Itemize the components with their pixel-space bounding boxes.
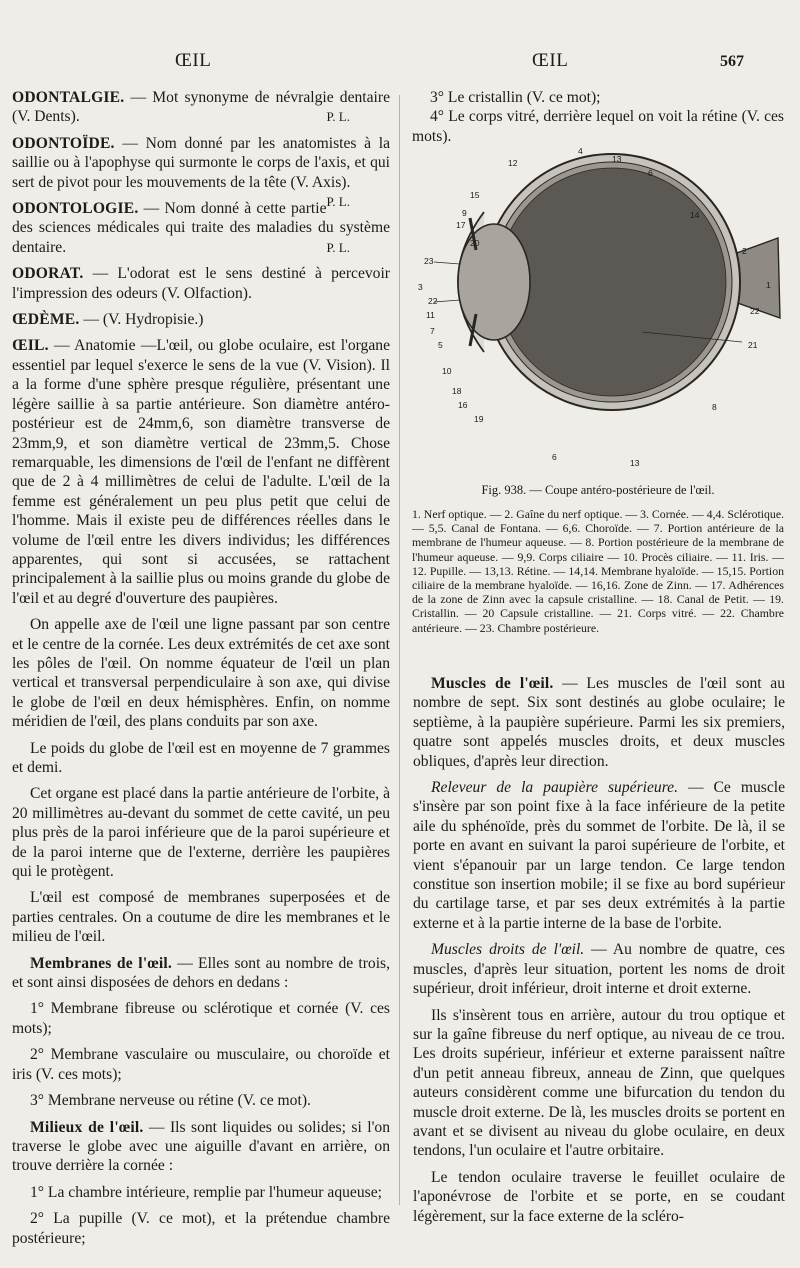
figure-label: 9 [462, 208, 467, 218]
list-item: 1° Membrane fibreuse ou sclérotique et cornée (V. ces mots); [12, 1000, 390, 1037]
entry-membranes: Membranes de l'œil. — Elles sont au nombre de trois, et sont ainsi disposées de dehors en dedans : [12, 954, 391, 992]
entry-milieux: Milieux de l'œil. — Ils sont liquides ou solides; si l'on traverse le globe avec une aiguille d'avant en arrière, on trouve derrière la cornée : [12, 1118, 390, 1175]
paragraph-compose: L'œil est composé de membranes superposées et de parties centrales. On a coutume de dire les membranes et le milieu de l'œil. [12, 889, 390, 946]
entry-odontoide: ODONTOÏDE. — Nom donné par les anatomistes à la saillie ou à l'apophyse qui surmonte le corps de l'axis, et qui sert de pivot pour les mouvements de la tête (V. Axis). P. L. [12, 134, 390, 192]
figure-label: 21 [748, 340, 758, 350]
figure-label: 14 [690, 210, 700, 220]
figure-label: 8 [712, 402, 717, 412]
list-item: 2° Membrane vasculaire ou musculaire, ou choroïde et iris (V. ces mots); [12, 1046, 390, 1083]
figure-label: 17 [456, 220, 466, 230]
list-item: 3° Le cristallin (V. ce mot); [430, 89, 601, 106]
figure-label: 18 [452, 386, 462, 396]
figure-label: 4 [578, 146, 583, 156]
figure-label: 16 [458, 400, 468, 410]
running-title-right: ŒIL [532, 50, 569, 71]
signature: P. L. [326, 239, 350, 255]
entry-droits: Muscles droits de l'œil. — Au nombre de quatre, ces muscles, d'après leur situation, portent les noms de droit supérieur, droit inférieur, droit interne et droit externe. [413, 941, 785, 998]
signature: P. L. [326, 194, 350, 210]
figure-label: 19 [474, 414, 484, 424]
list-item: 3° Membrane nerveuse ou rétine (V. ce mot). [30, 1092, 311, 1110]
figure-caption: Fig. 938. — Coupe antéro-postérieure de l'œil. [481, 483, 715, 497]
figure-label: 13 [630, 458, 640, 468]
eye-section-figure [412, 142, 788, 480]
figure-label: 22 [428, 296, 438, 306]
running-title-left: ŒIL [175, 50, 212, 71]
paragraph-tendon: Le tendon oculaire traverse le feuillet oculaire de l'aponévrose de l'orbite et se porte, en se coudant légèrement, sur la face externe de la scléro- [413, 1168, 785, 1225]
page-number: 567 [720, 53, 744, 70]
signature: P. L. [326, 109, 350, 125]
figure-label: 12 [508, 158, 518, 168]
figure-label: 6 [648, 168, 653, 178]
lens-shape [458, 224, 530, 340]
paragraph-axe: On appelle axe de l'œil une ligne passant par son centre et le centre de la cornée. Les deux extrémités de cet axe sont les pôles de l'œil. On nomme équateur de l'œil un plan vertical et transversal perpendiculaire à son axe, qui divise le globe de l'œil en deux hémisphères. Enfin, on nomme méridien de l'œil, des plans conduits par son axe. [12, 616, 390, 731]
page-header [0, 48, 800, 78]
entry-releveur: Releveur de la paupière supérieure. — Ce muscle s'insère par son point fixe à la face inférieure de la petite aile du sphénoïde, près du sommet de l'orbite. De là, il se porte en avant en suivant la paroi supérieure de l'orbite, et vient s'épanouir par un large tendon. Ce large tendon constitue son insertion mobile; il se fixe au bord supérieur du cartilage tarse, et par ses deux extrémités à la partie externe et à la partie interne de la base de l'orbite. [413, 779, 785, 932]
figure-label: 23 [424, 256, 434, 266]
figure-label: 5 [438, 340, 443, 350]
eye-diagram [412, 142, 788, 480]
vitreous-body-shape [498, 168, 726, 396]
paragraph-inserent: Ils s'insèrent tous en arrière, autour du trou optique et sur la gaîne fibreuse du nerf optique, au niveau de ce trou. Les droits supérieur, inférieur et externe paraissent naître d'un petit anneau fibreux, anneau de Zinn, que quelques auteurs considèrent comme une bifurcation du tendon du muscle droit externe. De là, les muscles droits se portent en avant et se divisent au niveau du globe oculaire, en deux tendons, l'un oculaire et l'autre orbitaire. [413, 1006, 785, 1160]
entry-oedeme: ŒDÈME. — (V. Hydropisie.) [12, 311, 204, 329]
figure-label: 10 [442, 366, 452, 376]
entry-muscles: Muscles de l'œil. — Les muscles de l'œil sont au nombre de sept. Six sont destinés au globe oculaire; le septième, à la paupière supérieure. Parmi les six premiers, quatre sont appelés muscles droits, et deux muscles obliques, d'après leur direction. [413, 675, 785, 770]
figure-label: 3 [418, 282, 423, 292]
list-item: 2° La pupille (V. ce mot), et la prétendue chambre postérieure; [12, 1210, 390, 1247]
figure-label: 1 [766, 280, 771, 290]
entry-odontologie: ODONTOLOGIE. — Nom donné à cette partie des sciences médicales qui traite des maladies du système dentaire. P. L. [12, 200, 390, 256]
paragraph-poids: Le poids du globe de l'œil est en moyenne de 7 grammes et demi. [12, 739, 390, 776]
figure-label: 11 [426, 310, 435, 320]
figure-label: 15 [470, 190, 480, 200]
left-column [12, 88, 390, 1255]
figure-label: 2 [742, 246, 747, 256]
column-divider [399, 95, 400, 1205]
entry-odontalgie: ODONTALGIE. — Mot synonyme de névralgie dentaire (V. Dents). P. L. [12, 89, 390, 126]
list-item: 1° La chambre intérieure, remplie par l'humeur aqueuse; [30, 1183, 382, 1201]
figure-label: 22 [750, 306, 760, 316]
entry-oeil: ŒIL. — Anatomie —L'œil, ou globe oculaire, est l'organe essentiel par lequel s'exerce le sens de la vue (V. Vision). Il a la forme d'une sphère presque régulière, présentant une légère saillie à sa partie antérieure. Son diamètre antéro-postérieur est de 24mm,6, son diamètre transverse de 23mm,9, et son diamètre vertical de 23mm,5. Chose remarquable, les dimensions de l'œil de l'enfant ne diffèrent que de 2 à 4 millimètres de celui de l'adulte. L'œil de la femme est généralement un peu plus petit que celui de l'homme. Mais il existe peu de différences réelles dans le volume de l'œil entre les divers individus; les différences apparentes, qui sont si accusées, se rattachent principalement à la saillie plus ou moins grande du globe de l'œil et au degré d'ouverture des paupières. [12, 337, 390, 607]
figure-label: 6 [552, 452, 557, 462]
entry-odorat: ODORAT. — L'odorat est le sens destiné à percevoir l'impression des odeurs (V. Olfaction). [12, 265, 390, 302]
figure-legend: 1. Nerf optique. — 2. Gaîne du nerf optique. — 3. Cornée. — 4,4. Sclérotique. — 5,5. Canal de Fontana. — 6,6. Choroïde. — 7. Portion antérieure de la membrane de l'humeur aqueuse. — 8. Portion postérieure de la membrane de l'humeur aqueuse. — 9,9. Corps ciliaire — 10. Procès ciliaire. — 11. Iris. — 12. Pupille. — 13,13. Rétine. — 14,14. Membrane hyaloïde. — 15,15. Portion ciliaire de la membrane hyaloïde. — 16,16. Zone de Zinn. — 17. Adhérences de la zone de Zinn avec la capsule cristalline. — 18. Canal de Petit. — 19. Cristallin. — 20 Capsule cristalline. — 21. Corps vitré. — 22. Chambre antérieure. — 23. Chambre postérieure. [412, 507, 784, 635]
figure-label: 7 [430, 326, 435, 336]
paragraph-organe: Cet organe est placé dans la partie antérieure de l'orbite, à 20 millimètres au-devant du sommet de cette cavité, un peu plus près de la paroi inférieure que de la paroi supérieure et de la paroi interne que de l'externe, derrière les paupières qui le protègent. [12, 785, 390, 881]
list-item: 4° Le corps vitré, derrière lequel on voit la rétine (V. ces mots). [412, 108, 784, 145]
figure-label: 13 [612, 154, 622, 164]
figure-label: 20 [470, 238, 480, 248]
right-column-body [413, 674, 785, 1233]
